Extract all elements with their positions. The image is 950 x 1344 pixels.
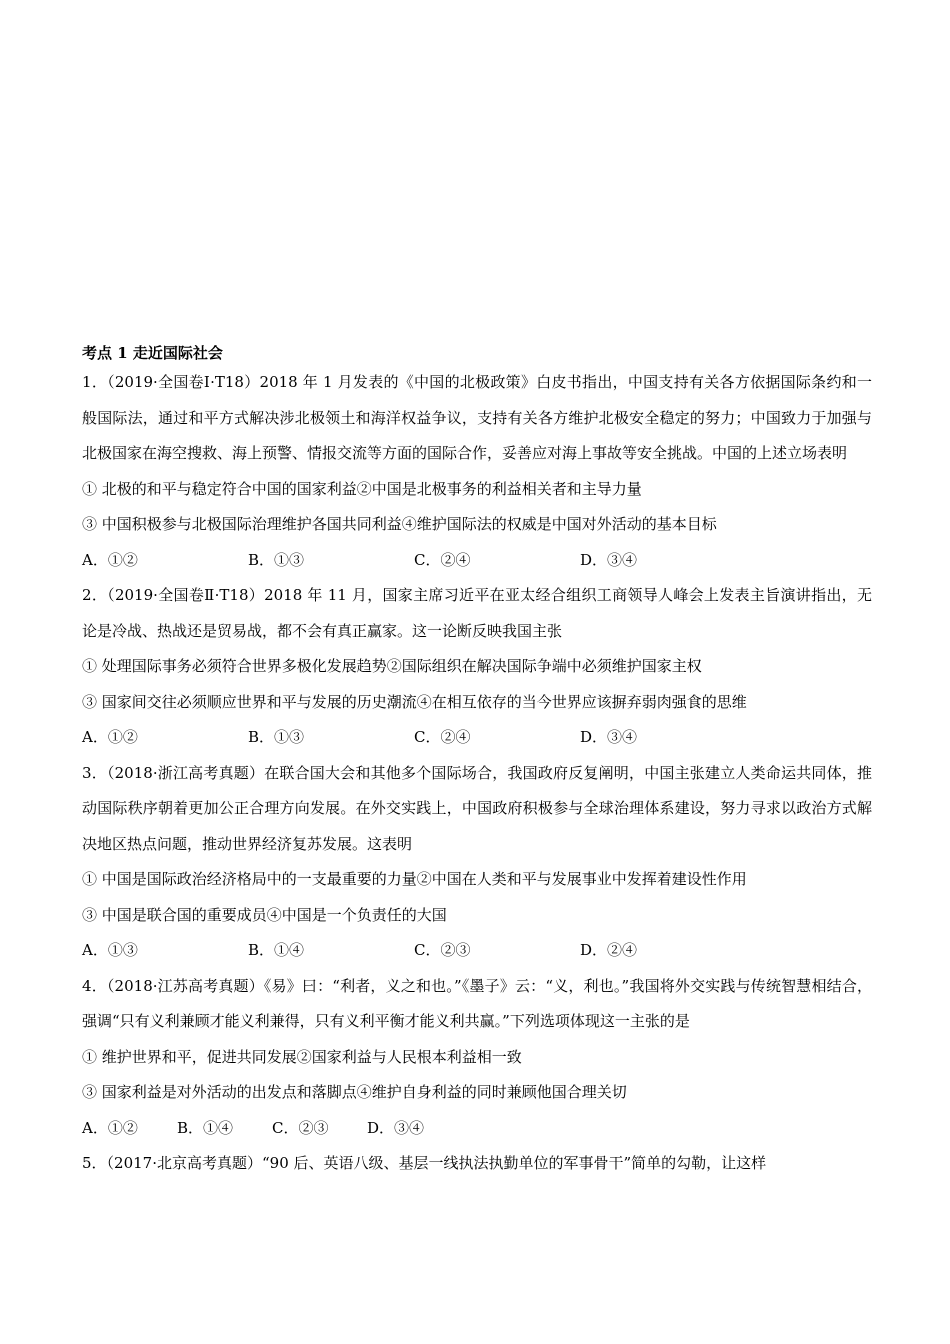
option-d: D．③④ — [580, 550, 638, 569]
question-1 — [82, 365, 872, 578]
statement-line: ① 维护世界和平，促进共同发展②国家利益与人民根本利益相一致 — [82, 1047, 522, 1066]
statement-line: ③ 国家利益是对外活动的出发点和落脚点④维护自身利益的同时兼顾他国合理关切 — [82, 1083, 627, 1101]
option-a: A．①② — [82, 728, 138, 746]
statement-line: ① 北极的和平与稳定符合中国的国家利益②中国是北极事务的利益相关者和主导力量 — [82, 479, 642, 498]
question-5 — [82, 1146, 872, 1182]
option-a: A．①③ — [82, 941, 138, 959]
question-stem: 3．（2018·浙江高考真题）在联合国大会和其他多个国际场合，我国政府反复阐明，中国主张建立人类命运共同体，推动国际秩序朝着更加公正合理方向发展。在外交实践上，中国政府积极参与全球治理体系建设，努力寻求以政治方式解决地区热点问题，推动世界经济复苏发展。这表明 — [82, 763, 872, 853]
statement-line: ③ 中国是联合国的重要成员④中国是一个负责任的大国 — [82, 905, 447, 924]
option-d: D．③④ — [367, 1118, 425, 1137]
statement-line: ① 处理国际事务必须符合世界多极化发展趋势②国际组织在解决国际争端中必须维护国家主权 — [82, 657, 702, 675]
option-b: B．①④ — [248, 941, 305, 959]
option-b: B．①④ — [177, 1118, 234, 1137]
question-4 — [82, 969, 872, 1147]
option-a: A．①② — [82, 550, 138, 569]
statement-line: ① 中国是国际政治经济格局中的一支最重要的力量②中国在人类和平与发展事业中发挥着建设性作用 — [82, 870, 747, 888]
answer-options — [82, 1111, 872, 1147]
statement-line: ③ 国家间交往必须顺应世界和平与发展的历史潮流④在相互依存的当今世界应该摒弃弱肉强食的思维 — [82, 692, 747, 711]
option-d: D．②④ — [580, 941, 638, 959]
question-stem: 5．（2017·北京高考真题）“90 后、英语八级、基层一线执法执勤单位的军事骨干”简单的勾勒，让这样 — [82, 1154, 767, 1172]
option-a: A．①② — [82, 1118, 138, 1137]
question-2 — [82, 578, 872, 756]
question-content — [82, 341, 872, 1182]
question-stem: 1．（2019·全国卷Ⅰ·T18）2018 年 1 月发表的《中国的北极政策》白皮书指出，中国支持有关各方依据国际条约和一般国际法，通过和平方式解决涉北极领土和海洋权益争议，支持有关各方维护北极安全稳定的努力；中国致力于加强与北极国家在海空搜救、海上预警、情报交流等方面的国际合作，妥善应对海上事故等安全挑战。中国的上述立场表明 — [82, 373, 872, 462]
option-b: B．①③ — [248, 728, 305, 746]
answer-options — [82, 543, 872, 579]
statement-line: ③ 中国积极参与北极国际治理维护各国共同利益④维护国际法的权威是中国对外活动的基本目标 — [82, 515, 717, 533]
question-stem: 2．（2019·全国卷Ⅱ·T18）2018 年 11 月，国家主席习近平在亚太经合组织工商领导人峰会上发表主旨演讲指出，无论是冷战、热战还是贸易战，都不会有真正赢家。这一论断反映我国主张 — [82, 586, 872, 640]
section-title: 考点 1 走近国际社会 — [82, 344, 223, 362]
option-c: C．②④ — [414, 728, 471, 746]
answer-options — [82, 720, 872, 756]
option-c: C．②④ — [414, 550, 471, 569]
option-c: C．②③ — [414, 941, 471, 959]
option-b: B．①③ — [248, 550, 305, 569]
question-3 — [82, 756, 872, 969]
option-d: D．③④ — [580, 728, 638, 746]
question-stem: 4．（2018·江苏高考真题）《易》曰：“利者，义之和也。”《墨子》云：“义，利也。”我国将外交实践与传统智慧相结合，强调“只有义利兼顾才能义利兼得，只有义利平衡才能义利共赢。”下列选项体现这一主张的是 — [82, 976, 872, 1030]
answer-options — [82, 933, 872, 969]
option-c: C．②③ — [272, 1118, 329, 1137]
